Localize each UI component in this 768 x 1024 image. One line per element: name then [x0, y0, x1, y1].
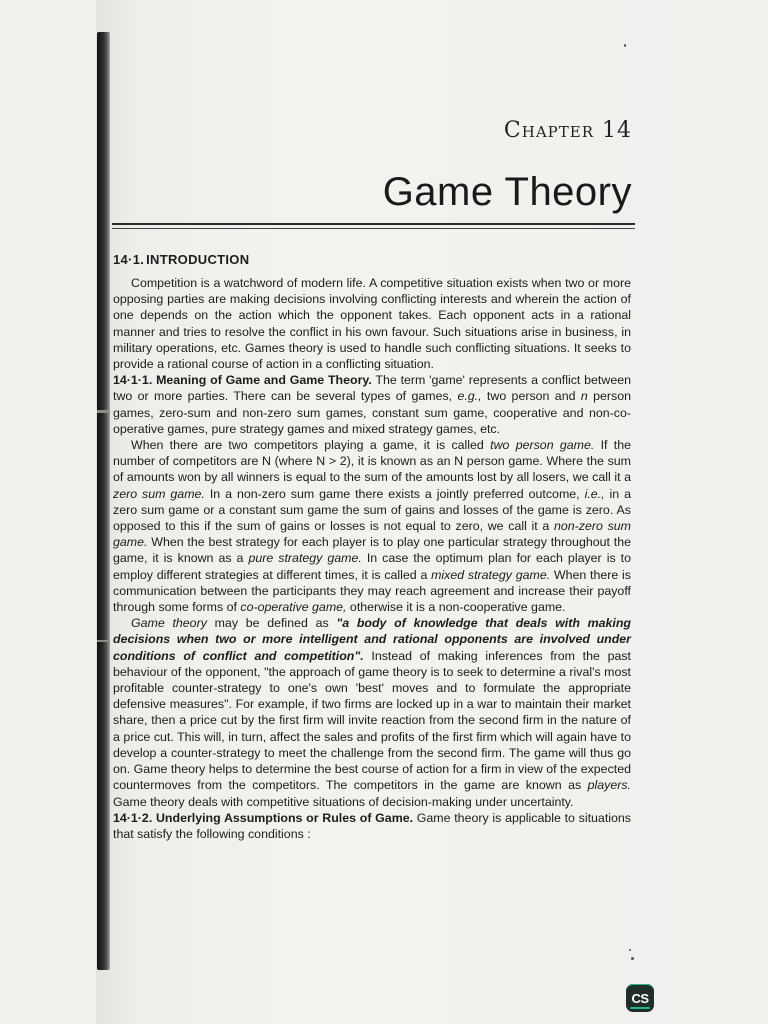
subsection-heading-assumptions: 14·1·2. Underlying Assumptions or Rules of Game.: [113, 810, 414, 825]
text-run: person games, zero-sum and non-zero sum games, constant sum game, cooperative and non-co-operative games, pure strategy games and mixed strategy games, etc.: [113, 389, 631, 436]
section-number: 14·1.: [113, 252, 145, 267]
paragraph-definition: [113, 615, 631, 809]
text-run: players.: [587, 778, 631, 793]
text-run: Instead of making inferences from the past behaviour of the opponent, "the approach of game theory is to seek to determine a rival's most profitable counter-strategy to one's own 'best' moves and to formulate the appropriate defensive measures". For example, if two firms are locked up in a war to maintain their market share, then a price cut by the first firm will invite reaction from the second firm in the nature of a price cut. This will, in turn, affect the sales and profits of the first firm which will again have to develop a counter-strategy to meet the challenge from the second firm. The game will thus go on. Game theory helps to determine the best course of action for a firm in view of the expected countermoves from the competitors. The competitors in the game are known as: [113, 648, 631, 793]
book-spine-shadow: [97, 32, 110, 970]
text-run: "a body of knowledge that deals with making decisions when two or more intelligent and rational opponents are involved under conditions of conflict and competition".: [113, 616, 631, 663]
paper-speck: [624, 44, 626, 47]
text-run: When there is communication between the participants they may reach agreement and increase their payoff through some forms of: [113, 567, 631, 615]
title-rule-thick: [112, 223, 635, 225]
camscanner-logo: CS: [626, 984, 654, 1012]
text-run: two person and: [481, 389, 581, 404]
text-run: i.e.,: [584, 486, 605, 501]
section-title: INTRODUCTION: [146, 252, 250, 267]
text-run: zero sum game.: [113, 486, 205, 501]
subsection-heading-meaning: 14·1·1. Meaning of Game and Game Theory.: [113, 373, 372, 388]
text-run: co-operative game,: [240, 600, 347, 615]
paragraph-game-types: [113, 437, 631, 615]
text-run: pure strategy game.: [248, 551, 362, 566]
text-run: may be defined as: [206, 616, 337, 631]
paragraph-meaning: [113, 372, 631, 437]
text-run: When the best strategy for each player is to play one particular strategy throughout the game, it is known as a: [113, 535, 631, 566]
text-run: When there are two competitors playing a game, it is called: [131, 438, 491, 453]
paper-speck: [629, 949, 631, 951]
spine-gap: [97, 640, 110, 642]
paragraph-introduction: Competition is a watchword of modern life. A competitive situation exists when two or more opposing parties are making decisions involving conflicting interests and wherein the action of one depends on the action which the opponent takes. Each opponent acts in a rational manner and tries to resolve the conflict in his own favour. Such situations arise in business, in military operations, etc. Games theory is used to handle such conflicting situations. It seeks to provide a rational course of action in a conflicting situation.: [113, 276, 631, 372]
text-run: otherwise it is a non-cooperative game.: [346, 600, 566, 615]
text-run: If the number of competitors are N (where N > 2), it is known as an N person game. Where the sum of amounts won by all winners is equal to the sum of the amounts lost by all losers, we call it a: [113, 438, 631, 485]
text-run: Game theory deals with competitive situations of decision-making under uncertainty.: [113, 794, 574, 809]
paragraph-assumptions: [113, 810, 631, 842]
chapter-title: Game Theory: [382, 170, 632, 214]
spine-gap: [97, 410, 110, 413]
text-run: two person game.: [490, 438, 595, 453]
text-run: The term 'game' represents a conflict between two or more parties. There can be several types of games,: [113, 373, 631, 404]
text-run: n: [580, 389, 588, 404]
text-run: In case the optimum plan for each player is to employ different strategies at different times, it is called a: [113, 551, 631, 582]
text-run: in a zero sum game or a constant sum game the sum of gains and losses of the game is zero. As opposed to this if the sum of gains or losses is not equal to zero, we call it a: [113, 486, 631, 534]
text-run: In a non-zero sum game there exists a jointly preferred outcome,: [204, 486, 585, 501]
text-run: non-zero sum game.: [113, 519, 631, 550]
text-run: Game theory is applicable to situations that satisfy the following conditions :: [113, 810, 631, 841]
body-text: [113, 275, 631, 842]
section-heading: [113, 252, 249, 267]
text-run: mixed strategy game.: [431, 567, 551, 582]
text-run: Game theory: [131, 616, 207, 631]
chapter-label: Chapter 14: [503, 118, 632, 143]
paper-speck: [631, 957, 634, 960]
text-run: e.g.,: [457, 389, 482, 404]
title-rule-thin: [112, 228, 635, 229]
